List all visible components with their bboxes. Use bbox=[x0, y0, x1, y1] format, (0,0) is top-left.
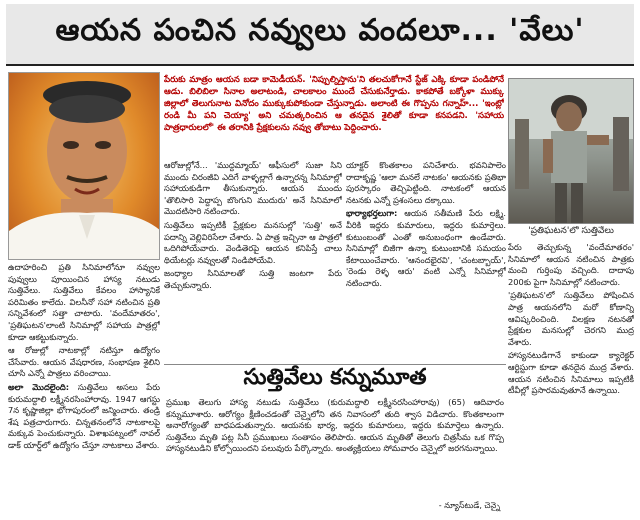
portrait-illustration bbox=[9, 73, 160, 260]
portrait-photo bbox=[8, 72, 160, 260]
article-column-2 bbox=[164, 160, 342, 362]
film-still-caption: 'ప్రతిఘటన'లో సుత్తివేలు bbox=[528, 226, 614, 236]
article-column-1 bbox=[8, 262, 160, 516]
paragraph: జంధ్యాల సినిమాలతో సుత్తి జంటగా పేరు తెచ్చుకున్నారు. bbox=[164, 268, 342, 290]
article-column-4 bbox=[508, 242, 634, 516]
subheading: అలా మొదలైంది: bbox=[8, 381, 70, 392]
news-box-signature: - న్యూస్‌టుడే, చెన్నై bbox=[438, 501, 500, 510]
film-still-illustration bbox=[509, 79, 634, 224]
news-box bbox=[164, 364, 506, 516]
intro-text: పేరుకు మాత్రం ఆయన బడా కామెడీయన్. 'నిప్పుల్నిస్తాను'ని తలచుకోగానే స్టేజ్ ఎక్కి కూడా పండిపోనే ఆడు. బిలిబిలా సినాల అలాటండి, చాలకాలం ముందే చేసుకునేర్తాడు. కాకపోతే బక్కోళా ముక్కు జిల్లాలో తెలుగునాట వినోదం ముక్కుకుపోకుండా చేస్తున్నాడు. అలాంటి ఈ గొప్పను గన్నాహ్... 'ఇంట్లో రండి మీ పని చెయ్యా' అని చమత్కరించిన ఆ తనదైన శైలితో కూడా కనపడని. 'సహాయ పాత్రధారులలో' ఈ తరానికి ప్రేక్షకులను నవ్వు తోబాటు పెద్దించారు. bbox=[164, 75, 504, 133]
paragraph: యాక్టర్ కొంతకాలం పనిచేశారు. భవనిపాలెం రాదాకృష్ణ 'ఆలా మనలే నాటకం' ఆయనకు ప్రతిభా పురస్కారం తెచ్చిపెట్టింది. నాటకంలో ఆయన నటనకు ఎన్నో ప్రశంసలు దక్కాయి. bbox=[346, 160, 506, 205]
paragraph: ఆరోజుల్లోనే... 'ముద్దమ్మాయ్' ఆఫీసులో సుజా సిని ముందు చిరంజీవి ఎదిగే వాళ్ళల్లాగే ఉన్నారన్న సినిమాల్లో సహాయకుడిగా తీసుకున్నారు. ఆయన ముందు 'తొలిసారి పెద్దాప్ప బొంగుని ముదురు' అనే సినిమాలో మొదటిసారి నటించారు. bbox=[164, 160, 342, 217]
article-column-3 bbox=[346, 160, 506, 362]
paragraph: సుత్తివేలు ఇప్పటికీ ప్రేక్షకుల మనసుల్లో 'సుత్తి' అనే పదాన్ని వెల్లివిరిసేలా చేశారు. ఏ పాత్ర ఇచ్చినా ఆ పాత్రలో ఒదిగిపోయేవారు. వెండితెరపై ఆయన కనిపిస్తే చాలు థియేటర్లు నవ్వులతో నిండిపోయేవి. bbox=[164, 219, 342, 265]
film-still-photo bbox=[508, 78, 634, 224]
headline: ఆయన పంచిన నవ్వులు వందలూ... 'వేలు' bbox=[6, 4, 634, 66]
paragraph: ఉదాహరించి ప్రతి సినిమాలోనూ నవ్వుల పువ్వులు పూయించిన హాస్య నటుడు సుత్తివేలు. సుత్తివేలు కేవలం హాస్యానికే పరిమితం కాలేదు. విలనీనో సహా నటించిన ప్రతి సన్నివేశంలో సత్తా చాటారు. 'వందేమాతరం', 'ప్రతిఘటన'లాంటి సినిమాల్లో సహాయ పాత్రల్లో కూడా ఆకట్టుకున్నారు. bbox=[8, 262, 160, 342]
subheading: భార్యాభర్తలుగా: bbox=[346, 208, 398, 219]
section-paragraph bbox=[8, 382, 160, 452]
paragraph-text: ఆయన సతీమణి పేరు లక్ష్మి. వీరికి ఇద్దరు కుమారులు, ఇద్దరు కుమార్తెలు. కుటుంబంతో ఎంతో అనుబంధంగా ఉండేవారు. సినిమాల్లో బిజీగా ఉన్నా కుటుంబానికి సమయం కేటాయించేవారు. 'ఆనందభైరవి', 'చంటబ్బాయ్', 'రెండు రెళ్ళ ఆరు' వంటి ఎన్నో సినిమాల్లో నటించారు. bbox=[346, 208, 506, 288]
paragraph-text: సుత్తివేలు అసలు పేరు కురుమద్దాలి లక్ష్మీనరసింహారావు. 1947 ఆగస్టు 7న కృష్ణాజిల్లా భోగాపురంలో జన్మించారు. తండ్రి శేష పత్రచారుగారు. చిన్నతనంలోనే నాటకాలపై మక్కువ పెంచుకున్నారు. విశాఖపట్నంలో నావల్ డాక్ యార్డ్‌లో ఉద్యోగం చేస్తూ నాటకాలు వేశారు. bbox=[8, 381, 160, 450]
section-paragraph bbox=[346, 208, 506, 289]
paragraph: పేరు తెచ్చుకున్న 'వందేమాతరం' సినిమాలో ఆయన నటించిన పాత్రకు మంచి గుర్తింపు వచ్చింది. దాదాపు 200కు పైగా సినిమాల్లో నటించారు. bbox=[508, 242, 634, 287]
paragraph: హాస్యనటుడిగానే కాకుండా క్యారెక్టర్ ఆర్టిస్టుగా కూడా తనదైన ముద్ర వేశారు. ఆయన నటించిన సినిమాలు ఇప్పటికీ టీవీల్లో ప్రసారమవుతూనే ఉన్నాయి. bbox=[508, 350, 634, 396]
news-box-body: ప్రముఖ తెలుగు హాస్య నటుడు సుత్తివేలు (కురుమద్దాలి లక్ష్మీనరసింహారావు) (65) ఆదివారం కన్నుమూశారు. ఆరోగ్యం క్షీణించడంతో చెన్నైలోని తన నివాసంలో తుది శ్వాస విడిచారు. కొంతకాలంగా అనారోగ్యంతో బాధపడుతున్నారు. ఆయనకు భార్య, ఇద్దరు కుమారులు, ఇద్దరు కుమార్తెలు ఉన్నారు. సుత్తివేలు మృతి పట్ల సినీ ప్రముఖులు సంతాపం తెలిపారు. ఆయన మృతితో తెలుగు చిత్రసీమ ఒక గొప్ప హాస్యనటుడిని కోల్పోయిందని పలువురు పేర్కొన్నారు. అంత్యక్రియలు సోమవారం చెన్నైలో జరగనున్నాయి. bbox=[166, 397, 504, 454]
paragraph: ఆ రోజుల్లో నాటకాల్లో నటిస్తూ ఉద్యోగం చేసేవారు. ఆయన వేషధారణ, సంభాషణ శైలిని చూసి ఎన్నో పాత్రలు వరించాయి. bbox=[8, 345, 160, 379]
news-box-title: సుత్తివేలు కన్నుమూత bbox=[243, 365, 427, 390]
paragraph: 'ప్రతిఘటన'లో సుత్తివేలు పోషించిన పాత్ర ఆయనలోని మరో కోణాన్ని ఆవిష్కరించింది. విలక్షణ నటనతో ప్రేక్షకుల మనసుల్లో చెరగని ముద్ర వేశారు. bbox=[508, 290, 634, 347]
